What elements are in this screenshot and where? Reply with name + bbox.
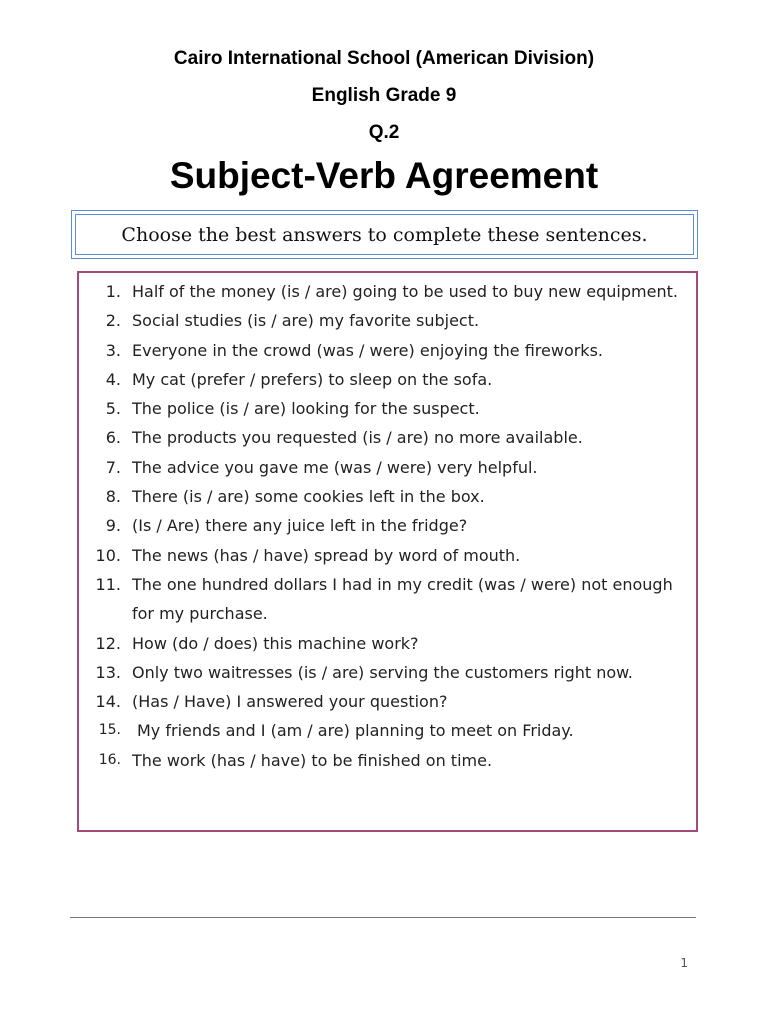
question-item bbox=[79, 394, 696, 423]
question-text: Half of the money (is / are) going to be used to buy new equipment. bbox=[132, 282, 678, 301]
question-text: The work (has / have) to be finished on time. bbox=[132, 750, 493, 770]
question-text: The news (has / have) spread by word of mouth. bbox=[132, 545, 521, 565]
grade-label: English Grade 9 bbox=[311, 85, 457, 106]
page-number: 1 bbox=[680, 956, 688, 970]
question-num: 9. bbox=[105, 516, 121, 536]
question-num: 12. bbox=[95, 633, 121, 653]
question-item bbox=[79, 746, 696, 775]
question-item bbox=[79, 365, 696, 394]
question-item bbox=[79, 541, 696, 570]
question-item bbox=[79, 716, 696, 745]
question-item bbox=[79, 482, 696, 511]
question-item bbox=[79, 336, 696, 365]
instruction-box bbox=[71, 210, 698, 259]
question-item bbox=[79, 658, 696, 687]
question-item bbox=[79, 570, 696, 629]
questions-box bbox=[77, 271, 698, 832]
question-number: Q.2 bbox=[368, 122, 400, 143]
page-title: Subject-Verb Agreement bbox=[169, 155, 599, 196]
question-item bbox=[79, 629, 696, 658]
question-text: The police (is / are) looking for the suspect. bbox=[132, 399, 480, 419]
question-item bbox=[79, 306, 696, 335]
question-text: My cat (prefer / prefers) to sleep on the sofa. bbox=[132, 369, 493, 389]
question-text: Everyone in the crowd (was / were) enjoying the fireworks. bbox=[132, 340, 603, 360]
question-text: The advice you gave me (was / were) very helpful. bbox=[132, 457, 538, 477]
question-item bbox=[79, 687, 696, 716]
question-num: 3. bbox=[105, 340, 121, 360]
question-text: Social studies (is / are) my favorite subject. bbox=[132, 311, 480, 331]
question-item bbox=[79, 453, 696, 482]
question-item bbox=[79, 511, 696, 540]
question-text: There (is / are) some cookies left in the box. bbox=[132, 487, 485, 507]
question-num: 13. bbox=[95, 662, 121, 682]
school-name: Cairo International School (American Division) bbox=[173, 48, 595, 69]
question-num: 8. bbox=[105, 487, 121, 507]
question-num: 10. bbox=[95, 545, 121, 565]
question-list bbox=[79, 277, 696, 775]
question-text: The products you requested (is / are) no more available. bbox=[132, 428, 583, 448]
question-num: 2. bbox=[105, 311, 121, 331]
question-num: 14. bbox=[95, 692, 121, 712]
question-num: 5. bbox=[105, 399, 121, 419]
instruction-text: Choose the best answers to complete these sentences. bbox=[75, 214, 694, 255]
footer-divider bbox=[70, 917, 696, 918]
question-num: 1. bbox=[105, 282, 121, 301]
question-text: My friends and I (am / are) planning to meet on Friday. bbox=[137, 721, 574, 741]
question-num: 4. bbox=[105, 369, 121, 389]
question-num: 6. bbox=[105, 428, 121, 448]
question-text: (Has / Have) I answered your question? bbox=[132, 692, 448, 712]
question-text: Only two waitresses (is / are) serving the customers right now. bbox=[132, 662, 633, 682]
question-item bbox=[79, 423, 696, 452]
question-text: The one hundred dollars I had in my credit (was / were) not enough for my purchase. bbox=[132, 574, 673, 624]
question-num: 7. bbox=[105, 457, 121, 477]
question-text: How (do / does) this machine work? bbox=[132, 633, 419, 653]
question-item bbox=[79, 277, 696, 306]
question-num: 15. bbox=[98, 722, 121, 739]
question-num: 11. bbox=[95, 574, 121, 594]
question-text: (Is / Are) there any juice left in the fridge? bbox=[132, 516, 468, 536]
question-num: 16. bbox=[98, 751, 121, 768]
